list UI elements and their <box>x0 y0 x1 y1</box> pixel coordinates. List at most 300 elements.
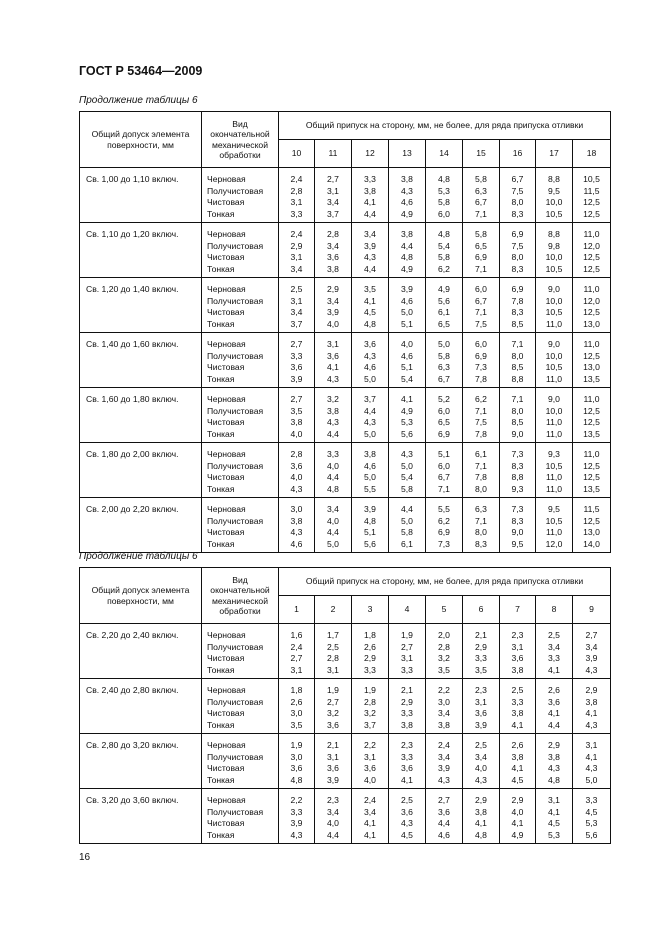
machining-type: Получистовая <box>207 696 264 707</box>
allowance-values <box>279 679 315 734</box>
allowance-value: 2,3 <box>327 795 339 805</box>
allowance-values <box>315 168 352 223</box>
allowance-value: 6,7 <box>511 174 524 184</box>
allowance-value: 3,9 <box>364 240 376 251</box>
allowance-value: 4,3 <box>401 185 413 196</box>
allowance-value: 3,3 <box>364 174 376 184</box>
allowance-values <box>573 388 611 443</box>
allowance-value: 2,9 <box>548 740 560 750</box>
allowance-values <box>463 333 500 388</box>
allowance-value: 10,5 <box>545 263 563 274</box>
allowance-value: 3,3 <box>401 751 413 762</box>
allowance-values <box>500 333 536 388</box>
allowance-value: 2,9 <box>475 641 487 652</box>
allowance-value: 10,5 <box>545 208 563 219</box>
allowance-value: 6,2 <box>475 394 487 404</box>
allowance-values <box>315 333 352 388</box>
allowance-value: 3,4 <box>327 295 339 306</box>
allowance-value: 4,3 <box>364 417 376 427</box>
allowance-values <box>389 498 426 553</box>
allowance-value: 2,4 <box>290 229 303 239</box>
allowance-values <box>352 168 389 223</box>
allowance-value: 6,7 <box>475 197 487 207</box>
allowance-value: 2,6 <box>511 740 524 750</box>
column-header: 6 <box>463 596 500 624</box>
allowance-value: 3,8 <box>401 174 413 184</box>
machining-types <box>202 278 279 333</box>
allowance-value: 4,5 <box>401 829 413 840</box>
allowance-values <box>426 278 463 333</box>
allowance-value: 4,6 <box>401 295 413 306</box>
allowance-value: 8,8 <box>548 229 560 239</box>
allowance-value: 3,1 <box>327 664 339 675</box>
allowance-value: 1,8 <box>364 630 376 640</box>
allowance-value: 7,1 <box>475 515 487 526</box>
allowance-value: 10,5 <box>545 307 563 317</box>
allowance-value: 5,8 <box>438 197 450 207</box>
allowance-value: 4,8 <box>364 515 376 526</box>
allowance-value: 4,3 <box>327 373 339 384</box>
header-allowance-group: Общий припуск на сторону, мм, не более, для ряда припуска отливки <box>279 568 611 596</box>
allowance-value: 9,0 <box>511 428 524 439</box>
allowance-value: 9,0 <box>548 284 560 294</box>
allowance-value: 2,7 <box>438 795 450 805</box>
allowance-value: 4,8 <box>548 774 560 785</box>
allowance-values <box>426 223 463 278</box>
allowance-value: 12,5 <box>583 460 600 471</box>
machining-type: Черновая <box>207 174 246 184</box>
allowance-value: 2,7 <box>290 653 303 663</box>
allowance-value: 3,9 <box>364 504 376 514</box>
allowance-values <box>536 333 573 388</box>
allowance-values <box>389 734 426 789</box>
allowance-value: 5,0 <box>364 373 376 384</box>
allowance-values <box>352 679 389 734</box>
column-header: 7 <box>500 596 536 624</box>
allowance-value: 4,1 <box>511 818 524 828</box>
allowance-value: 6,7 <box>438 373 450 384</box>
allowance-value: 7,1 <box>475 307 487 317</box>
allowance-value: 1,9 <box>364 685 376 695</box>
allowance-value: 4,4 <box>364 208 376 219</box>
allowance-value: 4,3 <box>290 829 303 840</box>
allowance-value: 3,8 <box>364 185 376 196</box>
allowance-value: 3,0 <box>290 708 303 718</box>
allowance-value: 5,8 <box>438 350 450 361</box>
allowance-value: 7,5 <box>511 185 524 196</box>
allowance-value: 3,1 <box>364 751 376 762</box>
allowance-value: 3,1 <box>327 339 339 349</box>
allowance-value: 6,9 <box>511 229 524 239</box>
machining-types <box>202 789 279 844</box>
allowance-value: 10,0 <box>545 295 563 306</box>
allowance-value: 6,5 <box>438 417 450 427</box>
allowance-value: 5,0 <box>401 515 413 526</box>
allowance-values <box>573 734 611 789</box>
machining-type: Чистовая <box>207 417 245 427</box>
allowance-value: 9,3 <box>548 449 560 459</box>
allowance-value: 8,0 <box>511 350 524 361</box>
machining-type: Тонкая <box>207 483 235 494</box>
allowance-values <box>463 498 500 553</box>
allowance-value: 4,1 <box>585 708 598 718</box>
column-header: 8 <box>536 596 573 624</box>
allowance-value: 3,0 <box>438 696 450 707</box>
machining-type: Тонкая <box>207 719 235 730</box>
allowance-value: 8,0 <box>511 405 524 416</box>
machining-types <box>202 443 279 498</box>
allowance-value: 14,0 <box>583 538 600 549</box>
tolerance-range: Св. 2,80 до 3,20 включ. <box>80 734 202 789</box>
allowance-value: 1,7 <box>327 630 339 640</box>
column-header: 17 <box>536 140 573 168</box>
allowance-value: 11,0 <box>583 339 600 349</box>
allowance-value: 3,3 <box>290 350 303 361</box>
allowance-value: 3,1 <box>548 795 560 805</box>
allowance-value: 5,8 <box>401 483 413 494</box>
allowance-value: 11,5 <box>583 185 600 196</box>
allowance-value: 3,1 <box>290 295 303 306</box>
allowance-value: 6,3 <box>475 504 487 514</box>
allowance-value: 4,1 <box>511 763 524 773</box>
allowance-value: 3,4 <box>364 229 376 239</box>
allowance-value: 2,8 <box>290 185 303 196</box>
allowance-value: 4,1 <box>548 708 560 718</box>
allowance-value: 4,0 <box>327 460 339 471</box>
allowance-value: 6,0 <box>475 339 487 349</box>
allowance-values <box>573 223 611 278</box>
machining-type: Чистовая <box>207 362 245 372</box>
allowance-values <box>279 168 315 223</box>
allowance-value: 3,6 <box>290 763 303 773</box>
allowance-value: 3,1 <box>327 751 339 762</box>
allowance-value: 2,7 <box>290 339 303 349</box>
allowance-value: 4,1 <box>401 774 413 785</box>
allowance-value: 3,3 <box>401 664 413 675</box>
allowance-value: 3,8 <box>511 751 524 762</box>
machining-type: Чистовая <box>207 252 245 262</box>
allowance-value: 2,1 <box>475 630 487 640</box>
machining-type: Тонкая <box>207 428 235 439</box>
allowance-value: 10,5 <box>545 460 563 471</box>
allowance-value: 3,7 <box>290 318 303 329</box>
allowance-value: 5,8 <box>438 252 450 262</box>
allowance-value: 3,8 <box>511 664 524 675</box>
allowance-value: 4,0 <box>401 339 413 349</box>
allowance-value: 2,4 <box>290 174 303 184</box>
allowance-value: 1,9 <box>401 630 413 640</box>
allowance-value: 7,3 <box>511 504 524 514</box>
allowance-value: 8,0 <box>511 197 524 207</box>
table-row <box>80 789 611 844</box>
allowance-value: 4,6 <box>401 350 413 361</box>
allowance-value: 7,8 <box>511 295 524 306</box>
tolerance-range: Св. 1,00 до 1,10 включ. <box>80 168 202 223</box>
allowance-value: 6,7 <box>475 295 487 306</box>
allowance-value: 3,8 <box>327 263 339 274</box>
allowance-value: 12,5 <box>583 252 600 262</box>
allowance-values <box>389 679 426 734</box>
allowance-value: 10,5 <box>583 174 600 184</box>
machining-type: Получистовая <box>207 641 264 652</box>
column-header: 13 <box>389 140 426 168</box>
table-row <box>80 278 611 333</box>
allowance-value: 5,3 <box>438 185 450 196</box>
allowance-values <box>389 168 426 223</box>
tolerance-range: Св. 1,20 до 1,40 включ. <box>80 278 202 333</box>
allowance-value: 3,7 <box>364 719 376 730</box>
allowance-value: 11,0 <box>583 449 600 459</box>
allowance-value: 7,1 <box>511 339 524 349</box>
allowance-value: 4,1 <box>475 818 487 828</box>
allowance-value: 3,4 <box>327 806 339 817</box>
allowance-value: 3,9 <box>475 719 487 730</box>
allowance-value: 12,5 <box>583 208 600 219</box>
allowance-value: 5,6 <box>438 295 450 306</box>
allowance-value: 5,3 <box>401 417 413 427</box>
allowance-value: 12,5 <box>583 515 600 526</box>
allowance-value: 3,3 <box>364 664 376 675</box>
allowance-value: 7,8 <box>475 472 487 482</box>
allowance-value: 3,1 <box>475 696 487 707</box>
allowance-value: 7,8 <box>475 373 487 384</box>
header-tolerance: Общий допуск элемента поверхности, мм <box>80 568 202 624</box>
allowance-value: 4,4 <box>364 405 376 416</box>
allowance-value: 3,5 <box>290 405 303 416</box>
allowance-value: 2,7 <box>327 696 339 707</box>
allowance-value: 8,0 <box>511 252 524 262</box>
allowance-value: 3,8 <box>511 708 524 718</box>
allowance-value: 2,6 <box>290 696 303 707</box>
allowance-value: 4,0 <box>290 428 303 439</box>
allowance-value: 8,8 <box>511 373 524 384</box>
allowance-values <box>536 789 573 844</box>
allowance-value: 3,6 <box>401 763 413 773</box>
machining-types <box>202 168 279 223</box>
allowance-value: 8,3 <box>511 460 524 471</box>
allowance-values <box>389 443 426 498</box>
allowance-value: 4,0 <box>327 515 339 526</box>
allowance-value: 4,0 <box>364 774 376 785</box>
column-header: 3 <box>352 596 389 624</box>
table-row <box>80 679 611 734</box>
allowance-value: 3,6 <box>401 806 413 817</box>
machining-types <box>202 388 279 443</box>
allowance-value: 8,3 <box>511 263 524 274</box>
allowance-value: 2,1 <box>401 685 413 695</box>
allowance-value: 9,0 <box>511 527 524 537</box>
allowance-value: 12,5 <box>583 405 600 416</box>
allowance-value: 3,1 <box>401 653 413 663</box>
allowance-value: 3,4 <box>438 751 450 762</box>
allowance-value: 2,2 <box>290 795 303 805</box>
allowance-value: 1,6 <box>290 630 303 640</box>
allowance-value: 4,4 <box>327 527 339 537</box>
allowance-value: 3,9 <box>585 653 598 663</box>
machining-type: Тонкая <box>207 538 235 549</box>
allowance-value: 4,0 <box>327 318 339 329</box>
allowance-value: 2,9 <box>327 284 339 294</box>
allowance-value: 6,9 <box>511 284 524 294</box>
allowance-value: 6,5 <box>438 318 450 329</box>
allowance-values <box>426 168 463 223</box>
allowance-values <box>426 734 463 789</box>
allowance-values <box>463 278 500 333</box>
allowance-values <box>279 278 315 333</box>
allowance-value: 3,8 <box>401 719 413 730</box>
allowance-value: 3,9 <box>290 818 303 828</box>
allowance-value: 4,1 <box>364 818 376 828</box>
allowance-value: 2,9 <box>364 653 376 663</box>
allowance-value: 3,1 <box>327 185 339 196</box>
allowance-value: 4,6 <box>290 538 303 549</box>
allowance-value: 5,6 <box>364 538 376 549</box>
tolerance-range: Св. 1,80 до 2,00 включ. <box>80 443 202 498</box>
allowance-value: 3,8 <box>548 751 560 762</box>
machining-type: Черновая <box>207 229 246 239</box>
allowance-value: 3,8 <box>401 229 413 239</box>
allowance-value: 4,3 <box>548 763 560 773</box>
allowance-value: 6,0 <box>438 405 450 416</box>
allowance-value: 4,3 <box>585 664 598 675</box>
allowance-value: 3,9 <box>327 307 339 317</box>
allowance-value: 3,6 <box>475 708 487 718</box>
allowance-values <box>352 333 389 388</box>
allowance-value: 6,9 <box>475 252 487 262</box>
allowance-value: 2,8 <box>327 653 339 663</box>
allowance-values <box>352 734 389 789</box>
allowance-values <box>279 624 315 679</box>
allowance-values <box>536 278 573 333</box>
allowance-value: 2,8 <box>364 696 376 707</box>
allowance-value: 5,0 <box>364 472 376 482</box>
allowance-value: 3,2 <box>364 708 376 718</box>
allowance-value: 4,4 <box>327 428 339 439</box>
allowance-values <box>463 624 500 679</box>
allowance-value: 11,0 <box>583 284 600 294</box>
allowance-values <box>279 789 315 844</box>
allowance-values <box>279 223 315 278</box>
allowance-values <box>426 624 463 679</box>
column-header: 15 <box>463 140 500 168</box>
allowance-value: 6,2 <box>438 515 450 526</box>
allowance-value: 7,1 <box>475 263 487 274</box>
allowance-value: 4,8 <box>438 174 450 184</box>
allowance-value: 4,1 <box>327 362 339 372</box>
tolerance-range: Св. 1,10 до 1,20 включ. <box>80 223 202 278</box>
machining-type: Чистовая <box>207 763 245 773</box>
allowance-values <box>536 223 573 278</box>
allowance-value: 3,9 <box>401 284 413 294</box>
allowance-value: 4,9 <box>401 208 413 219</box>
machining-type: Черновая <box>207 740 246 750</box>
allowance-value: 2,7 <box>327 174 339 184</box>
allowance-values <box>352 223 389 278</box>
tolerance-range: Св. 2,40 до 2,80 включ. <box>80 679 202 734</box>
allowance-value: 4,6 <box>364 362 376 372</box>
allowance-value: 3,4 <box>548 641 560 652</box>
allowance-value: 4,5 <box>548 818 560 828</box>
allowance-value: 5,3 <box>548 829 560 840</box>
allowance-value: 3,6 <box>364 339 376 349</box>
machining-type: Получистовая <box>207 240 264 251</box>
allowance-value: 3,9 <box>290 373 303 384</box>
allowance-value: 8,5 <box>511 362 524 372</box>
machining-types <box>202 223 279 278</box>
machining-types <box>202 498 279 553</box>
allowance-value: 4,5 <box>511 774 524 785</box>
allowance-value: 10,5 <box>545 362 563 372</box>
allowance-value: 3,0 <box>290 751 303 762</box>
machining-type: Черновая <box>207 449 246 459</box>
allowance-value: 4,9 <box>438 284 450 294</box>
allowance-value: 4,1 <box>548 806 560 817</box>
allowance-value: 10,0 <box>545 405 563 416</box>
machining-type: Получистовая <box>207 751 264 762</box>
allowance-value: 4,1 <box>364 295 376 306</box>
allowance-value: 5,5 <box>438 504 450 514</box>
column-header: 2 <box>315 596 352 624</box>
allowance-value: 2,7 <box>585 630 598 640</box>
allowance-values <box>573 333 611 388</box>
allowance-value: 6,5 <box>475 240 487 251</box>
allowance-values <box>500 789 536 844</box>
allowance-values <box>463 168 500 223</box>
allowance-value: 4,3 <box>438 774 450 785</box>
allowance-value: 2,8 <box>327 229 339 239</box>
tolerance-range: Св. 1,40 до 1,60 включ. <box>80 333 202 388</box>
allowance-value: 4,3 <box>327 417 339 427</box>
machining-type: Тонкая <box>207 664 235 675</box>
allowance-value: 5,0 <box>585 774 598 785</box>
allowance-value: 4,8 <box>401 252 413 262</box>
header-tolerance: Общий допуск элемента поверхности, мм <box>80 112 202 168</box>
allowance-value: 3,1 <box>585 740 598 750</box>
allowance-values <box>573 679 611 734</box>
allowance-value: 8,8 <box>548 174 560 184</box>
allowance-values <box>463 443 500 498</box>
allowance-value: 6,3 <box>475 185 487 196</box>
allowance-values <box>352 789 389 844</box>
tolerance-range: Св. 2,00 до 2,20 включ. <box>80 498 202 553</box>
allowance-value: 12,5 <box>583 417 600 427</box>
allowance-value: 2,3 <box>511 630 524 640</box>
allowance-value: 6,0 <box>438 208 450 219</box>
allowance-values <box>426 679 463 734</box>
allowance-values <box>500 223 536 278</box>
allowance-value: 4,4 <box>548 719 560 730</box>
allowance-value: 12,5 <box>583 350 600 361</box>
allowance-value: 5,0 <box>327 538 339 549</box>
allowance-value: 5,0 <box>401 307 413 317</box>
allowance-value: 2,9 <box>290 240 303 251</box>
allowance-value: 6,9 <box>438 428 450 439</box>
allowance-value: 11,0 <box>545 472 563 482</box>
allowance-value: 4,8 <box>475 829 487 840</box>
allowance-value: 3,8 <box>438 719 450 730</box>
allowance-value: 7,3 <box>511 449 524 459</box>
allowance-value: 8,3 <box>511 208 524 219</box>
allowance-value: 4,4 <box>327 472 339 482</box>
allowance-value: 4,1 <box>364 197 376 207</box>
allowance-value: 3,4 <box>585 641 598 652</box>
allowance-value: 2,9 <box>401 696 413 707</box>
machining-type: Чистовая <box>207 527 245 537</box>
allowance-value: 7,3 <box>438 538 450 549</box>
allowance-value: 12,0 <box>545 538 563 549</box>
allowance-value: 11,0 <box>583 394 600 404</box>
allowance-value: 12,5 <box>583 307 600 317</box>
